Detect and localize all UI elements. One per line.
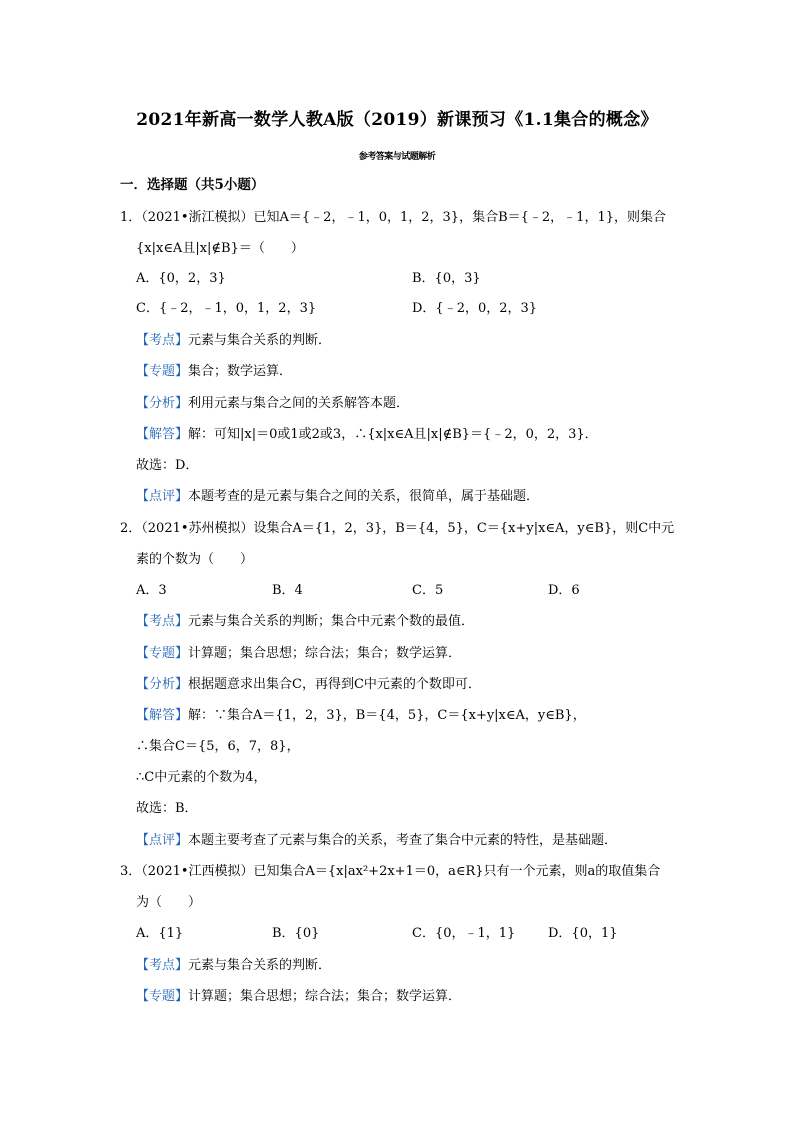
q2-jieda-line3: ∴C中元素的个数为4， — [136, 770, 267, 785]
q1-answer-choice: 故选：D． — [136, 458, 199, 473]
q2-kaodian-text: 元素与集合关系的判断；集合中元素个数的最值． — [188, 614, 475, 629]
zhuanti-tag: 【专题】 — [136, 364, 189, 379]
q3-zhuanti-text: 计算题；集合思想；综合法；集合；数学运算． — [188, 989, 462, 1004]
q2-option-a: A．3 — [136, 583, 167, 598]
q1-dianping-text: 本题考查的是元素与集合之间的关系，很简单，属于基础题． — [188, 489, 540, 504]
q1-kaodian — [136, 332, 331, 350]
q2-answer-choice: 故选：B． — [136, 801, 198, 816]
q3-option-a: A．{1} — [136, 926, 184, 941]
q1-jieda-text: 解：可知|x|＝0或1或2或3，∴{x|x∈A且|x|∉B}＝{﹣2，0，2，3}． — [188, 427, 598, 442]
dianping-tag: 【点评】 — [136, 833, 189, 848]
fenxi-tag: 【分析】 — [136, 396, 189, 411]
zhuanti-tag: 【专题】 — [136, 989, 189, 1004]
q3-option-b: B．{0} — [272, 926, 320, 941]
q1-zhuanti — [136, 363, 292, 381]
q1-kaodian-text: 元素与集合关系的判断． — [188, 333, 332, 348]
q1-option-c: C．{﹣2，﹣1，0，1，2，3} — [136, 301, 317, 316]
q1-dianping — [136, 488, 539, 506]
q2-stem-line1: 2．（2021•苏州模拟）设集合A＝{1，2，3}，B＝{4，5}，C＝{x+y|x∈A，y∈B}，则C中元 — [120, 521, 675, 536]
q1-zhuanti-text: 集合；数学运算． — [188, 364, 293, 379]
q3-stem-line1: 3．（2021•江西模拟）已知集合A＝{x|ax²+2x+1＝0，a∈R}只有一个元素，则a的取值集合 — [120, 864, 661, 879]
q1-stem-line2: {x|x∈A且|x|∉B}＝（ ） — [136, 241, 304, 256]
kaodian-tag: 【考点】 — [136, 333, 189, 348]
zhuanti-tag: 【专题】 — [136, 646, 189, 661]
q2-option-d: D．6 — [548, 583, 580, 598]
q2-fenxi-text: 根据题意求出集合C，再得到C中元素的个数即可． — [188, 677, 481, 692]
q3-option-d: D．{0，1} — [548, 926, 618, 941]
q2-option-c: C．5 — [412, 583, 444, 598]
q2-jieda-line2: ∴集合C＝{5，6，7，8}， — [136, 739, 300, 754]
section-heading: 一．选择题（共5小题） — [120, 177, 265, 193]
q3-option-c: C．{0，﹣1，1} — [412, 926, 516, 941]
q3-stem-line2: 为（ ） — [136, 895, 202, 910]
q2-zhuanti — [136, 645, 461, 663]
q1-option-d: D．{﹣2，0，2，3} — [412, 301, 538, 316]
q2-stem-line2: 素的个数为（ ） — [136, 552, 254, 567]
q1-stem-line1: 1．（2021•浙江模拟）已知A＝{﹣2，﹣1，0，1，2，3}，集合B＝{﹣2，﹣1，1}，则集合 — [120, 210, 666, 225]
document-title: 2021年新高一数学人教A版（2019）新课预习《1.1集合的概念》 — [136, 110, 658, 130]
fenxi-tag: 【分析】 — [136, 677, 189, 692]
q2-option-b: B．4 — [272, 583, 303, 598]
q3-kaodian — [136, 957, 331, 975]
jieda-tag: 【解答】 — [136, 708, 189, 723]
q2-dianping — [136, 832, 617, 850]
document-subtitle: 参考答案与试题解析 — [358, 152, 436, 162]
q2-jieda-text: 解：∵集合A＝{1，2，3}，B＝{4，5}，C＝{x+y|x∈A，y∈B}， — [188, 708, 586, 723]
q1-fenxi-text: 利用元素与集合之间的关系解答本题． — [188, 396, 410, 411]
q3-kaodian-text: 元素与集合关系的判断． — [188, 958, 332, 973]
q1-jieda — [136, 426, 598, 444]
q2-fenxi — [136, 676, 481, 694]
q1-option-a: A．{0，2，3} — [136, 271, 226, 286]
q2-kaodian — [136, 613, 474, 631]
q2-zhuanti-text: 计算题；集合思想；综合法；集合；数学运算． — [188, 646, 462, 661]
q1-option-b: B．{0，3} — [412, 271, 481, 286]
dianping-tag: 【点评】 — [136, 489, 189, 504]
q2-dianping-text: 本题主要考查了元素与集合的关系，考查了集合中元素的特性，是基础题． — [188, 833, 618, 848]
q1-fenxi — [136, 395, 409, 413]
kaodian-tag: 【考点】 — [136, 958, 189, 973]
kaodian-tag: 【考点】 — [136, 614, 189, 629]
q2-jieda — [136, 707, 586, 725]
jieda-tag: 【解答】 — [136, 427, 189, 442]
q3-zhuanti — [136, 988, 461, 1006]
